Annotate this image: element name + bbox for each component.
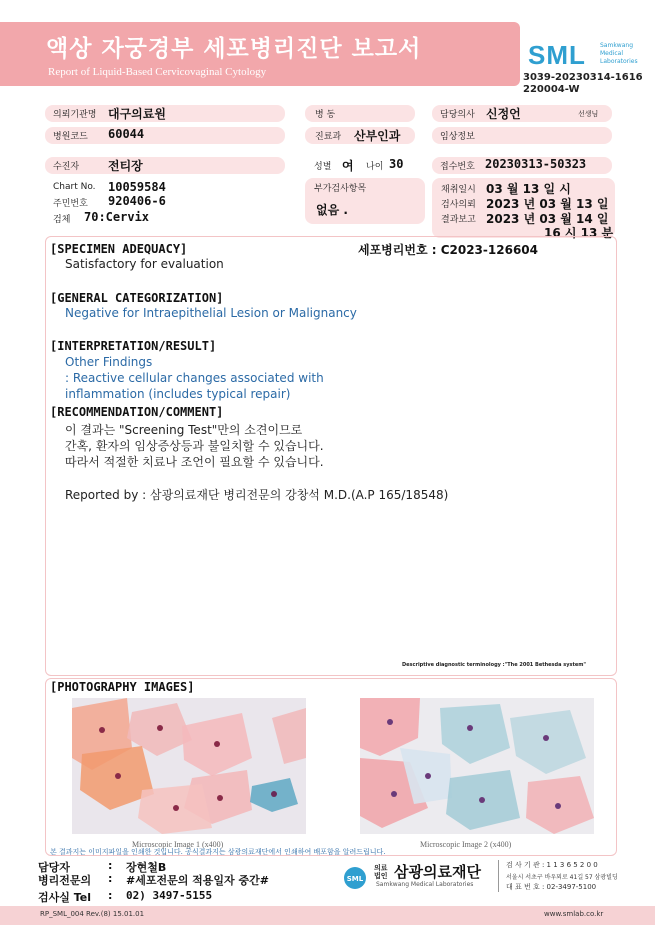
request-value: 2023 년 03 월 13 일 (486, 197, 609, 211)
org-registration: 검 사 기 관 : 1 1 3 6 5 2 0 0 (506, 861, 598, 869)
tel-label: 검사실 Tel (38, 891, 91, 904)
org-phone: 대 표 번 호 : 02-3497-5100 (506, 883, 597, 891)
patient-label: 수진자 (53, 162, 80, 172)
reported-by: Reported by : 삼광의료재단 병리전문의 강창석 M.D.(A.P 165/18548) (65, 488, 449, 502)
age-value: 30 (389, 157, 404, 171)
pathologist-colon: : (108, 872, 113, 885)
org-name: 삼광의료재단 (394, 863, 481, 881)
extra-exam-value: 없음 . (316, 203, 348, 217)
form-code: RP_SML_004 Rev.(8) 15.01.01 (40, 910, 145, 918)
cytology-number: 세포병리번호 : C2023-126604 (358, 243, 538, 257)
microscopic-image-2-graphic (360, 698, 594, 834)
org-english-name: Samkwang Medical Laboratories (376, 881, 474, 888)
institution-label: 의뢰기관명 (53, 110, 97, 120)
institution-value: 대구의료원 (108, 107, 166, 121)
tel-value: 02) 3497-5155 (126, 889, 213, 902)
microscopic-image-1 (72, 698, 306, 834)
photo-heading: [PHOTOGRAPHY IMAGES] (50, 680, 195, 694)
ward-label: 병 동 (315, 110, 336, 120)
dept-label: 진료과 (315, 132, 342, 142)
request-label: 검사의뢰 (441, 200, 476, 210)
collect-value: 03 월 13 일 시 (486, 182, 571, 196)
doctor-suffix: 선생님 (578, 110, 599, 118)
id-label: 주민번호 (53, 199, 88, 209)
result-time: 16 시 13 분 (544, 226, 614, 240)
interpretation-line-2: : Reactive cellular changes associated with (65, 371, 324, 385)
recommendation-line-1: 이 결과는 "Screening Test"만의 소견이므로 (65, 423, 303, 437)
footer-notice: 본 결과지는 이미지파일을 인쇄한 것입니다. 공식결과지는 삼광의료재단에서 인쇄하여 배포함을 알려드립니다. (50, 848, 386, 856)
hospital-code-label: 병원코드 (53, 132, 88, 142)
sex-value: 여 (342, 159, 354, 173)
sml-logo: SML (528, 40, 586, 70)
clinical-label: 임상정보 (440, 132, 475, 142)
doctor-value: 신정언 (486, 107, 521, 121)
website: www.smlab.co.kr (544, 910, 604, 918)
doctor-label: 담당의사 (440, 110, 475, 120)
category-heading: [GENERAL CATEGORIZATION] (50, 291, 224, 305)
receipt-label: 접수번호 (440, 162, 475, 172)
chart-value: 10059584 (108, 180, 166, 194)
adequacy-text: Satisfactory for evaluation (65, 257, 224, 271)
result-value: 2023 년 03 월 14 일 (486, 212, 609, 226)
patient-value: 전티장 (108, 159, 143, 173)
report-title: 액상 자궁경부 세포병리진단 보고서 (46, 36, 422, 62)
id-value: 920406-6 (108, 194, 166, 208)
age-label: 나이 (366, 162, 384, 172)
hospital-code-value: 60044 (108, 127, 145, 141)
collect-label: 채취일시 (441, 185, 476, 195)
terminology-note: Descriptive diagnostic terminology :"The 2001 Bethesda system" (402, 662, 587, 668)
category-text: Negative for Intraepithelial Lesion or Malignancy (65, 306, 357, 320)
footer-divider (498, 860, 499, 892)
microscopic-image-1-caption: Microscopic Image 1 (x400) (132, 840, 224, 849)
interpretation-line-1: Other Findings (65, 355, 153, 369)
recommendation-line-2: 간혹, 환자의 임상증상등과 불일치할 수 있습니다. (65, 439, 324, 453)
manager-colon: : (108, 859, 113, 872)
microscopic-image-2 (360, 698, 594, 834)
recommendation-heading: [RECOMMENDATION/COMMENT] (50, 405, 224, 419)
chart-label: Chart No. (53, 182, 96, 192)
extra-exam-label: 부가검사항목 (314, 184, 367, 194)
manager-value: 장현철B (126, 861, 167, 874)
pathologist-label: 병리전문의 (38, 874, 92, 887)
microscopic-image-1-graphic (72, 698, 306, 834)
adequacy-heading: [SPECIMEN ADEQUACY] (50, 242, 188, 256)
tel-colon: : (108, 889, 113, 902)
sml-logo-subtitle: Samkwang Medical Laboratories (600, 42, 638, 65)
org-prefix: 의료 법인 (374, 864, 388, 880)
svg-text:SML: SML (346, 875, 364, 883)
recommendation-line-3: 따라서 적절한 치료나 조언이 필요할 수 있습니다. (65, 455, 324, 469)
sex-label: 성별 (314, 162, 332, 172)
exam-value: 70:Cervix (84, 210, 150, 224)
manager-label: 담당자 (38, 861, 70, 874)
org-address: 서울시 서초구 바우뫼로 41길 57 삼광빌딩 (506, 874, 618, 881)
report-subtitle: Report of Liquid-Based Cervicovaginal Cytology (48, 66, 267, 78)
samkwang-logo-icon (343, 866, 367, 890)
exam-label: 검체 (53, 215, 71, 225)
pathologist-value: #세포전문의 적용일자 중간# (126, 874, 269, 887)
result-label: 결과보고 (441, 215, 476, 225)
dept-value: 산부인과 (354, 129, 401, 143)
patient-pill (45, 157, 285, 174)
receipt-value: 20230313-50323 (485, 157, 587, 171)
interpretation-heading: [INTERPRETATION/RESULT] (50, 339, 217, 353)
interpretation-line-3: inflammation (includes typical repair) (65, 387, 291, 401)
microscopic-image-2-caption: Microscopic Image 2 (x400) (420, 840, 512, 849)
report-id: 3039-20230314-1616 220004-W (523, 72, 643, 95)
